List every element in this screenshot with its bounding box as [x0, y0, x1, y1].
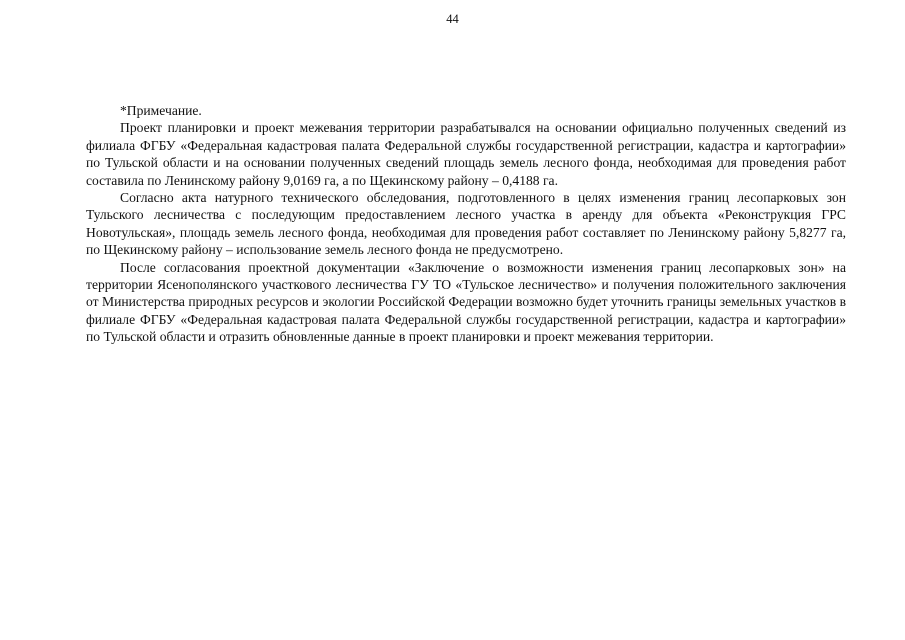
- page-number: 44: [446, 12, 459, 26]
- note-paragraph-3: После согласования проектной документации «Заключение о возможности изменения границ лесопарковых зон» на территории Ясенополянского участкового лесничества ГУ ТО «Тульское лесничество» и получения положительного заключения от Министерства природных ресурсов и экологии Российской Федерации возможно будет уточнить границы земельных участков в филиале ФГБУ «Федеральная кадастровая палата Федеральной службы государственной регистрации, кадастра и картографии» по Тульской области и отразить обновленные данные в проект планировки и проект межевания территории.: [86, 259, 846, 345]
- note-section: [86, 102, 846, 346]
- note-paragraph-2: Согласно акта натурного технического обследования, подготовленного в целях изменения границ лесопарковых зон Тульского лесничества с последующим предоставлением лесного участка в аренду для объекта «Реконструкция ГРС Новотульская», площадь земель лесного фонда, необходимая для проведения работ составляет по Ленинскому району 5,8277 га, по Щекинскому району – использование земель лесного фонда не предусмотрено.: [86, 190, 846, 258]
- note-title: *Примечание.: [120, 103, 202, 118]
- note-paragraph-1: Проект планировки и проект межевания территории разрабатывался на основании официально полученных сведений из филиала ФГБУ «Федеральная кадастровая палата Федеральной службы государственной регистрации, кадастра и картографии» по Тульской области и на основании полученных сведений площадь земель лесного фонда, необходимая для проведения работ составила по Ленинскому району 9,0169 га, а по Щекинскому району – 0,4188 га.: [86, 120, 846, 188]
